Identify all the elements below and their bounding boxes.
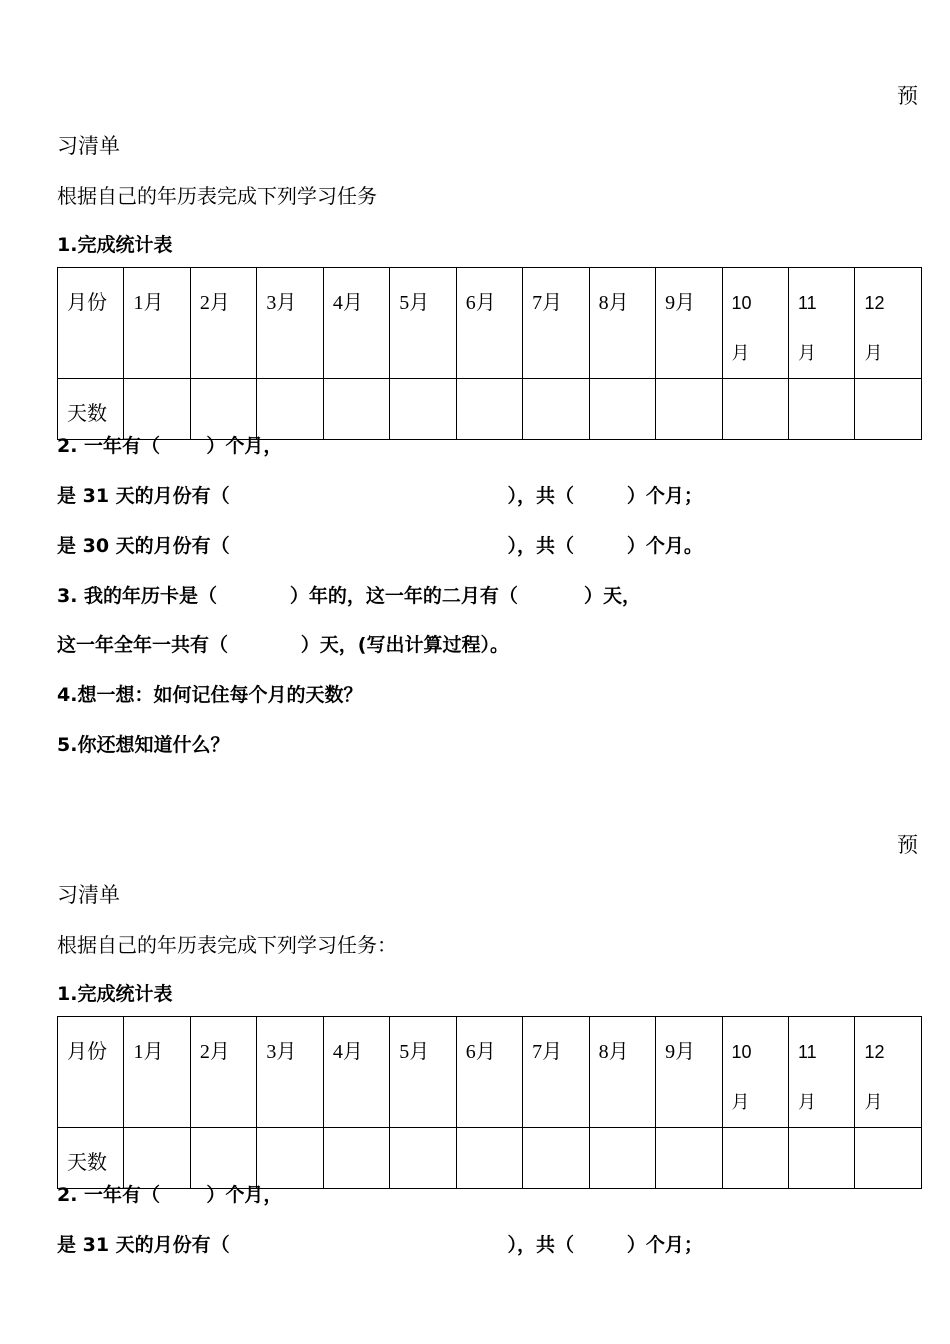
days-input-cell[interactable] — [855, 379, 922, 440]
table-header-days: 天数 — [58, 1128, 124, 1189]
month-cell: 2月 — [190, 1017, 256, 1128]
days-input-cell[interactable] — [589, 379, 655, 440]
days-input-cell[interactable] — [722, 379, 788, 440]
days-input-cell[interactable] — [323, 1128, 389, 1189]
task-2-line-2: 是 31 天的月份有（ ），共（ ）个月； — [57, 485, 703, 507]
days-input-cell[interactable] — [523, 379, 589, 440]
days-input-cell[interactable] — [788, 1128, 854, 1189]
table-header-days: 天数 — [58, 379, 124, 440]
month-cell: 12 月 — [855, 1017, 922, 1128]
stat-table — [57, 267, 922, 440]
days-input-cell[interactable] — [390, 379, 456, 440]
month-cell: 1月 — [124, 268, 190, 379]
table-header-month: 月份 — [58, 1017, 124, 1128]
month-cell: 9月 — [656, 268, 722, 379]
month-cell: 11 月 — [788, 1017, 854, 1128]
task-5-label: 5.你还想知道什么？ — [57, 734, 230, 756]
month-cell: 7月 — [523, 1017, 589, 1128]
month-cell: 4月 — [323, 1017, 389, 1128]
month-cell: 4月 — [323, 268, 389, 379]
month-cell: 7月 — [523, 268, 589, 379]
month-cell: 6月 — [456, 1017, 522, 1128]
intro-text: 根据自己的年历表完成下列学习任务 — [57, 184, 377, 208]
days-input-cell[interactable] — [855, 1128, 922, 1189]
month-cell: 12 月 — [855, 268, 922, 379]
task-3-line-2: 这一年全年一共有（ ）天，(写出计算过程）。 — [57, 634, 509, 656]
task-4-label: 4.想一想：如何记住每个月的天数？ — [57, 684, 363, 706]
task-2-line-1: 2. 一年有（ ）个月， — [57, 1184, 283, 1206]
days-input-cell[interactable] — [788, 379, 854, 440]
month-cell: 5月 — [390, 268, 456, 379]
month-cell: 10 月 — [722, 1017, 788, 1128]
month-cell: 5月 — [390, 1017, 456, 1128]
days-input-cell[interactable] — [589, 1128, 655, 1189]
days-input-cell[interactable] — [656, 379, 722, 440]
heading-head: 习清单 — [57, 883, 120, 907]
month-cell: 11 月 — [788, 268, 854, 379]
task-1-label: 1.完成统计表 — [57, 234, 173, 256]
days-input-cell[interactable] — [523, 1128, 589, 1189]
month-cell: 3月 — [257, 1017, 323, 1128]
task-2-line-1: 2. 一年有（ ）个月， — [57, 435, 283, 457]
heading-head: 习清单 — [57, 134, 120, 158]
table-header-month: 月份 — [58, 268, 124, 379]
month-cell: 10 月 — [722, 268, 788, 379]
days-input-cell[interactable] — [722, 1128, 788, 1189]
heading-tail: 预 — [897, 833, 918, 857]
days-input-cell[interactable] — [456, 379, 522, 440]
table-row-months — [58, 1017, 922, 1128]
month-cell: 8月 — [589, 268, 655, 379]
days-input-cell[interactable] — [456, 1128, 522, 1189]
month-cell: 2月 — [190, 268, 256, 379]
task-1-label: 1.完成统计表 — [57, 983, 173, 1005]
stat-table — [57, 1016, 922, 1189]
task-2-line-3: 是 30 天的月份有（ ），共（ ）个月。 — [57, 535, 703, 557]
days-input-cell[interactable] — [656, 1128, 722, 1189]
task-3-line-1: 3. 我的年历卡是（ ）年的，这一年的二月有（ ）天， — [57, 585, 641, 607]
month-cell: 9月 — [656, 1017, 722, 1128]
days-input-cell[interactable] — [323, 379, 389, 440]
table-row-months — [58, 268, 922, 379]
month-cell: 3月 — [257, 268, 323, 379]
intro-text: 根据自己的年历表完成下列学习任务： — [57, 933, 397, 957]
month-cell: 6月 — [456, 268, 522, 379]
heading-tail: 预 — [897, 84, 918, 108]
days-input-cell[interactable] — [390, 1128, 456, 1189]
month-cell: 1月 — [124, 1017, 190, 1128]
task-2-line-2: 是 31 天的月份有（ ），共（ ）个月； — [57, 1234, 703, 1256]
month-cell: 8月 — [589, 1017, 655, 1128]
